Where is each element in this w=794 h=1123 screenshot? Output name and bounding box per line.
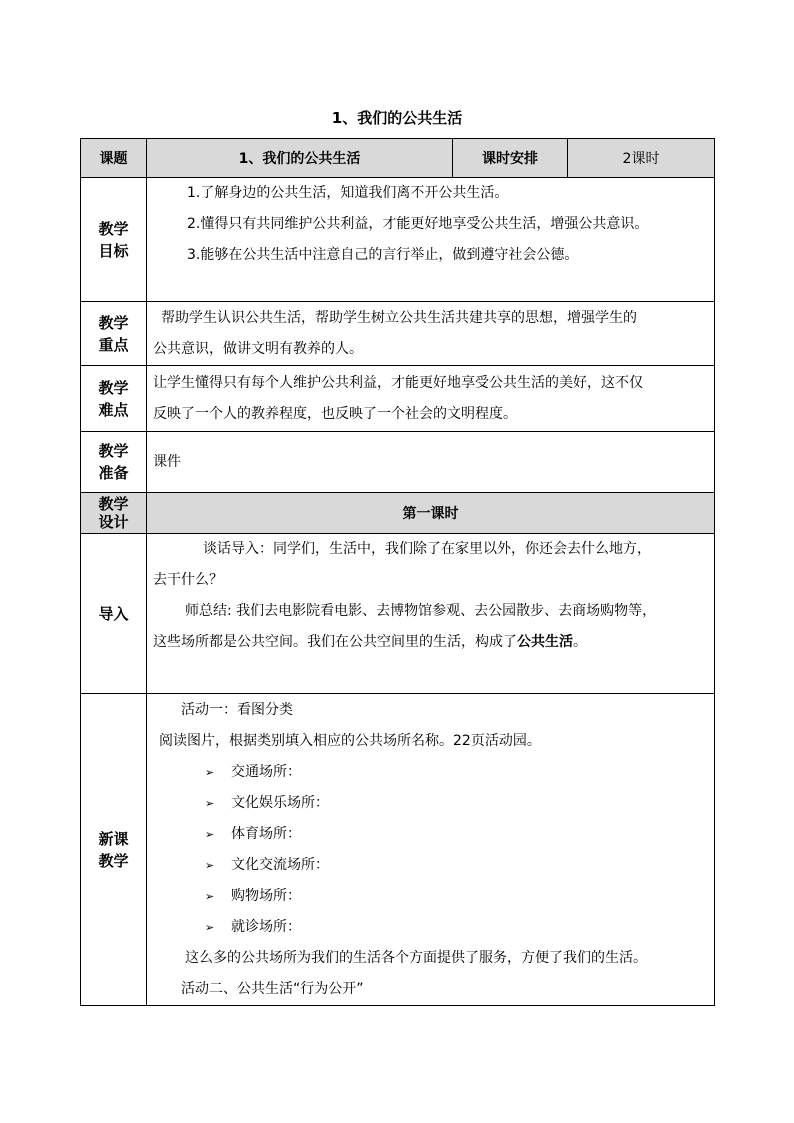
new-lesson-label bbox=[81, 694, 147, 1006]
preparation-label-line2: 准备 bbox=[98, 464, 129, 482]
difficulties-content bbox=[147, 366, 715, 432]
intro-row bbox=[81, 534, 715, 694]
objectives-content bbox=[147, 178, 715, 302]
intro-line4-bold: 公共生活 bbox=[517, 634, 573, 650]
objective-item: 3.能够在公共生活中注意自己的言行举止，做到遵守社会公德。 bbox=[187, 247, 579, 263]
preparation-label-line1: 教学 bbox=[98, 442, 129, 460]
key-points-content bbox=[147, 302, 715, 366]
key-points-line2: 公共意识，做讲文明有教养的人。 bbox=[153, 340, 363, 357]
list-item bbox=[153, 850, 710, 881]
list-item-text: 交通场所： bbox=[231, 764, 301, 780]
difficulties-line2: 反映了一个人的教养程度，也反映了一个社会的文明程度。 bbox=[153, 405, 517, 422]
arrow-bullet-icon: ➢ bbox=[205, 797, 215, 810]
list-item-text: 文化娱乐场所： bbox=[231, 795, 329, 811]
list-item-text: 就诊场所： bbox=[231, 919, 301, 935]
difficulties-line1: 让学生懂得只有每个人维护公共利益，才能更好地享受公共生活的美好，这不仅 bbox=[153, 374, 643, 391]
difficulties-row bbox=[81, 366, 715, 432]
list-item bbox=[153, 819, 710, 850]
key-points-label bbox=[81, 302, 147, 366]
header-topic-value: 1、我们的公共生活 bbox=[147, 139, 453, 178]
new-lesson-label-line2: 教学 bbox=[98, 851, 129, 870]
list-item bbox=[153, 881, 710, 912]
key-points-line1: 帮助学生认识公共生活，帮助学生树立公共生活共建共享的思想，增强学生的 bbox=[161, 309, 637, 326]
objectives-label-line1: 教学 bbox=[98, 219, 129, 238]
activity2-title: 活动二、公共生活“行为公开” bbox=[181, 981, 364, 997]
list-item bbox=[153, 757, 710, 788]
document-title: 1、我们的公共生活 bbox=[331, 109, 463, 127]
design-row bbox=[81, 493, 715, 534]
objective-item: 1.了解身边的公共生活，知道我们离不开公共生活。 bbox=[187, 185, 509, 201]
difficulties-label-line2: 难点 bbox=[98, 400, 129, 419]
header-schedule-label: 课时安排 bbox=[453, 139, 568, 178]
objective-item: 2.懂得只有共同维护公共利益，才能更好地享受公共生活，增强公共意识。 bbox=[187, 216, 649, 232]
arrow-bullet-icon: ➢ bbox=[205, 859, 215, 872]
difficulties-label-line1: 教学 bbox=[98, 378, 129, 397]
difficulties-label bbox=[81, 366, 147, 432]
activity1-instruction: 阅读图片，根据类别填入相应的公共场所名称。22页活动园。 bbox=[159, 733, 541, 749]
intro-line4-text: 这些场所都是公共空间。我们在公共空间里的生活，构成了 bbox=[153, 634, 517, 650]
objectives-label-line2: 目标 bbox=[98, 241, 129, 260]
header-row bbox=[81, 139, 715, 178]
intro-label: 导入 bbox=[81, 534, 147, 694]
lesson-plan-table bbox=[80, 138, 715, 1006]
activity1-summary: 这么多的公共场所为我们的生活各个方面提供了服务，方便了我们的生活。 bbox=[185, 950, 647, 966]
design-label-line1: 教学 bbox=[98, 495, 129, 513]
list-item bbox=[153, 912, 710, 943]
intro-line4-end: 。 bbox=[573, 634, 587, 650]
new-lesson-label-line1: 新课 bbox=[98, 829, 129, 848]
objectives-row bbox=[81, 178, 715, 302]
key-points-label-line2: 重点 bbox=[98, 335, 129, 354]
intro-line3: 师总结: 我们去电影院看电影、去博物馆参观、去公园散步、去商场购物等， bbox=[185, 603, 657, 619]
objectives-label bbox=[81, 178, 147, 302]
intro-content bbox=[147, 534, 715, 694]
list-item-text: 文化交流场所： bbox=[231, 857, 329, 873]
arrow-bullet-icon: ➢ bbox=[205, 828, 215, 841]
key-points-row bbox=[81, 302, 715, 366]
arrow-bullet-icon: ➢ bbox=[205, 921, 215, 934]
arrow-bullet-icon: ➢ bbox=[205, 890, 215, 903]
header-topic-label: 课题 bbox=[81, 139, 147, 178]
intro-line2: 去干什么？ bbox=[153, 572, 223, 588]
preparation-content: 课件 bbox=[147, 432, 715, 493]
list-item bbox=[153, 788, 710, 819]
list-item-text: 体育场所： bbox=[231, 826, 301, 842]
preparation-row bbox=[81, 432, 715, 493]
intro-line4 bbox=[153, 627, 710, 658]
header-schedule-value: 2课时 bbox=[568, 139, 715, 178]
preparation-label bbox=[81, 432, 147, 493]
design-label bbox=[81, 493, 147, 534]
arrow-bullet-icon: ➢ bbox=[205, 766, 215, 779]
new-lesson-row bbox=[81, 694, 715, 1006]
list-item-text: 购物场所： bbox=[231, 888, 301, 904]
design-label-line2: 设计 bbox=[98, 513, 129, 531]
design-heading: 第一课时 bbox=[147, 493, 715, 534]
new-lesson-content bbox=[147, 694, 715, 1006]
key-points-label-line1: 教学 bbox=[98, 313, 129, 332]
intro-line1: 谈话导入：同学们，生活中，我们除了在家里以外，你还会去什么地方， bbox=[203, 541, 651, 557]
activity1-title: 活动一：看图分类 bbox=[181, 702, 293, 718]
